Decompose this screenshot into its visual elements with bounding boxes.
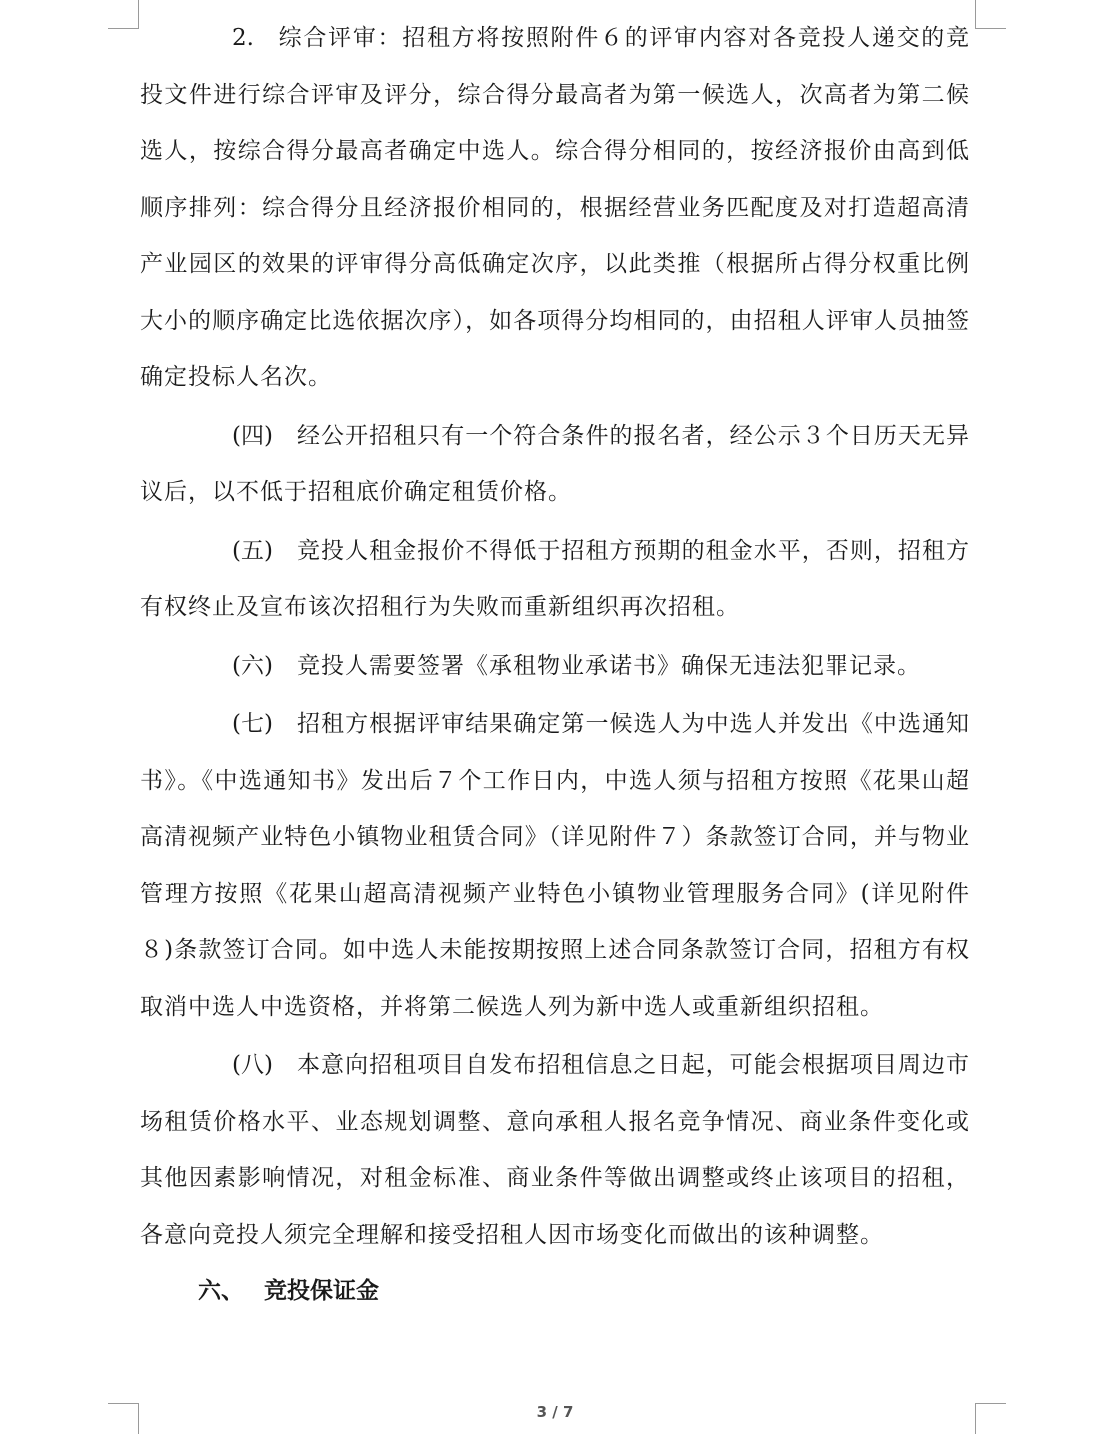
paragraph-item-8 [140, 1037, 970, 1263]
page-number-indicator: 3 / 7 [536, 1403, 574, 1421]
paragraph-comprehensive-review [140, 10, 970, 406]
paragraph-item-4 [140, 408, 970, 521]
paragraph-text: 本意向招租项目自发布招租信息之日起，可能会根据项目周边市场租赁价格水平、业态规划调整、意向承租人报名竞争情况、商业条件变化或其他因素影响情况，对租金标准、商业条件等做出调整或终止该项目的招租，各意向竞投人须完全理解和接受招租人因市场变化而做出的该种调整。 [140, 1052, 970, 1248]
section-heading [140, 1263, 970, 1319]
paragraph-label: (八) [232, 1052, 273, 1078]
section-title: 竞投保证金 [264, 1278, 379, 1304]
crop-mark-top-right [975, 0, 1006, 29]
paragraph-label: (六) [232, 652, 273, 679]
paragraph-item-7 [140, 696, 970, 1035]
paragraph-item-6 [140, 638, 970, 695]
paragraph-label: 2. [232, 25, 254, 51]
paragraph-item-5 [140, 523, 970, 636]
paragraph-label: (五) [232, 537, 273, 564]
document-page-content [140, 10, 970, 1319]
paragraph-label: (七) [232, 711, 273, 737]
paragraph-text: 竞投人需要签署《承租物业承诺书》确保无违法犯罪记录。 [296, 652, 921, 679]
section-number: 六、 [198, 1278, 244, 1304]
paragraph-text: 竞投人租金报价不得低于招租方预期的租金水平，否则，招租方有权终止及宣布该次招租行为失败而重新组织再次招租。 [140, 537, 970, 620]
paragraph-text: 经公开招租只有一个符合条件的报名者，经公示３个日历天无异议后，以不低于招租底价确定租赁价格。 [140, 422, 970, 505]
paragraph-text: 招租方根据评审结果确定第一候选人为中选人并发出《中选通知书》。《中选通知书》发出后７个工作日内，中选人须与招租方按照《花果山超高清视频产业特色小镇物业租赁合同》（详见附件７）条款签订合同，并与物业管理方按照《花果山超高清视频产业特色小镇物业管理服务合同》(详见附件８)条款签订合同。如中选人未能按期按照上述合同条款签订合同，招租方有权取消中选人中选资格，并将第二候选人列为新中选人或重新组织招租。 [140, 711, 970, 1020]
paragraph-text: 综合评审：招租方将按照附件６的评审内容对各竞投人递交的竞投文件进行综合评审及评分，综合得分最高者为第一候选人，次高者为第二候选人，按综合得分最高者确定中选人。综合得分相同的，按经济报价由高到低顺序排列：综合得分且经济报价相同的，根据经营业务匹配度及对打造超高清产业园区的效果的评审得分高低确定次序，以此类推（根据所占得分权重比例大小的顺序确定比选依据次序），如各项得分均相同的，由招租人评审人员抽签确定投标人名次。 [140, 25, 970, 390]
paragraph-label: (四) [232, 422, 273, 449]
crop-mark-top-left [108, 0, 139, 29]
